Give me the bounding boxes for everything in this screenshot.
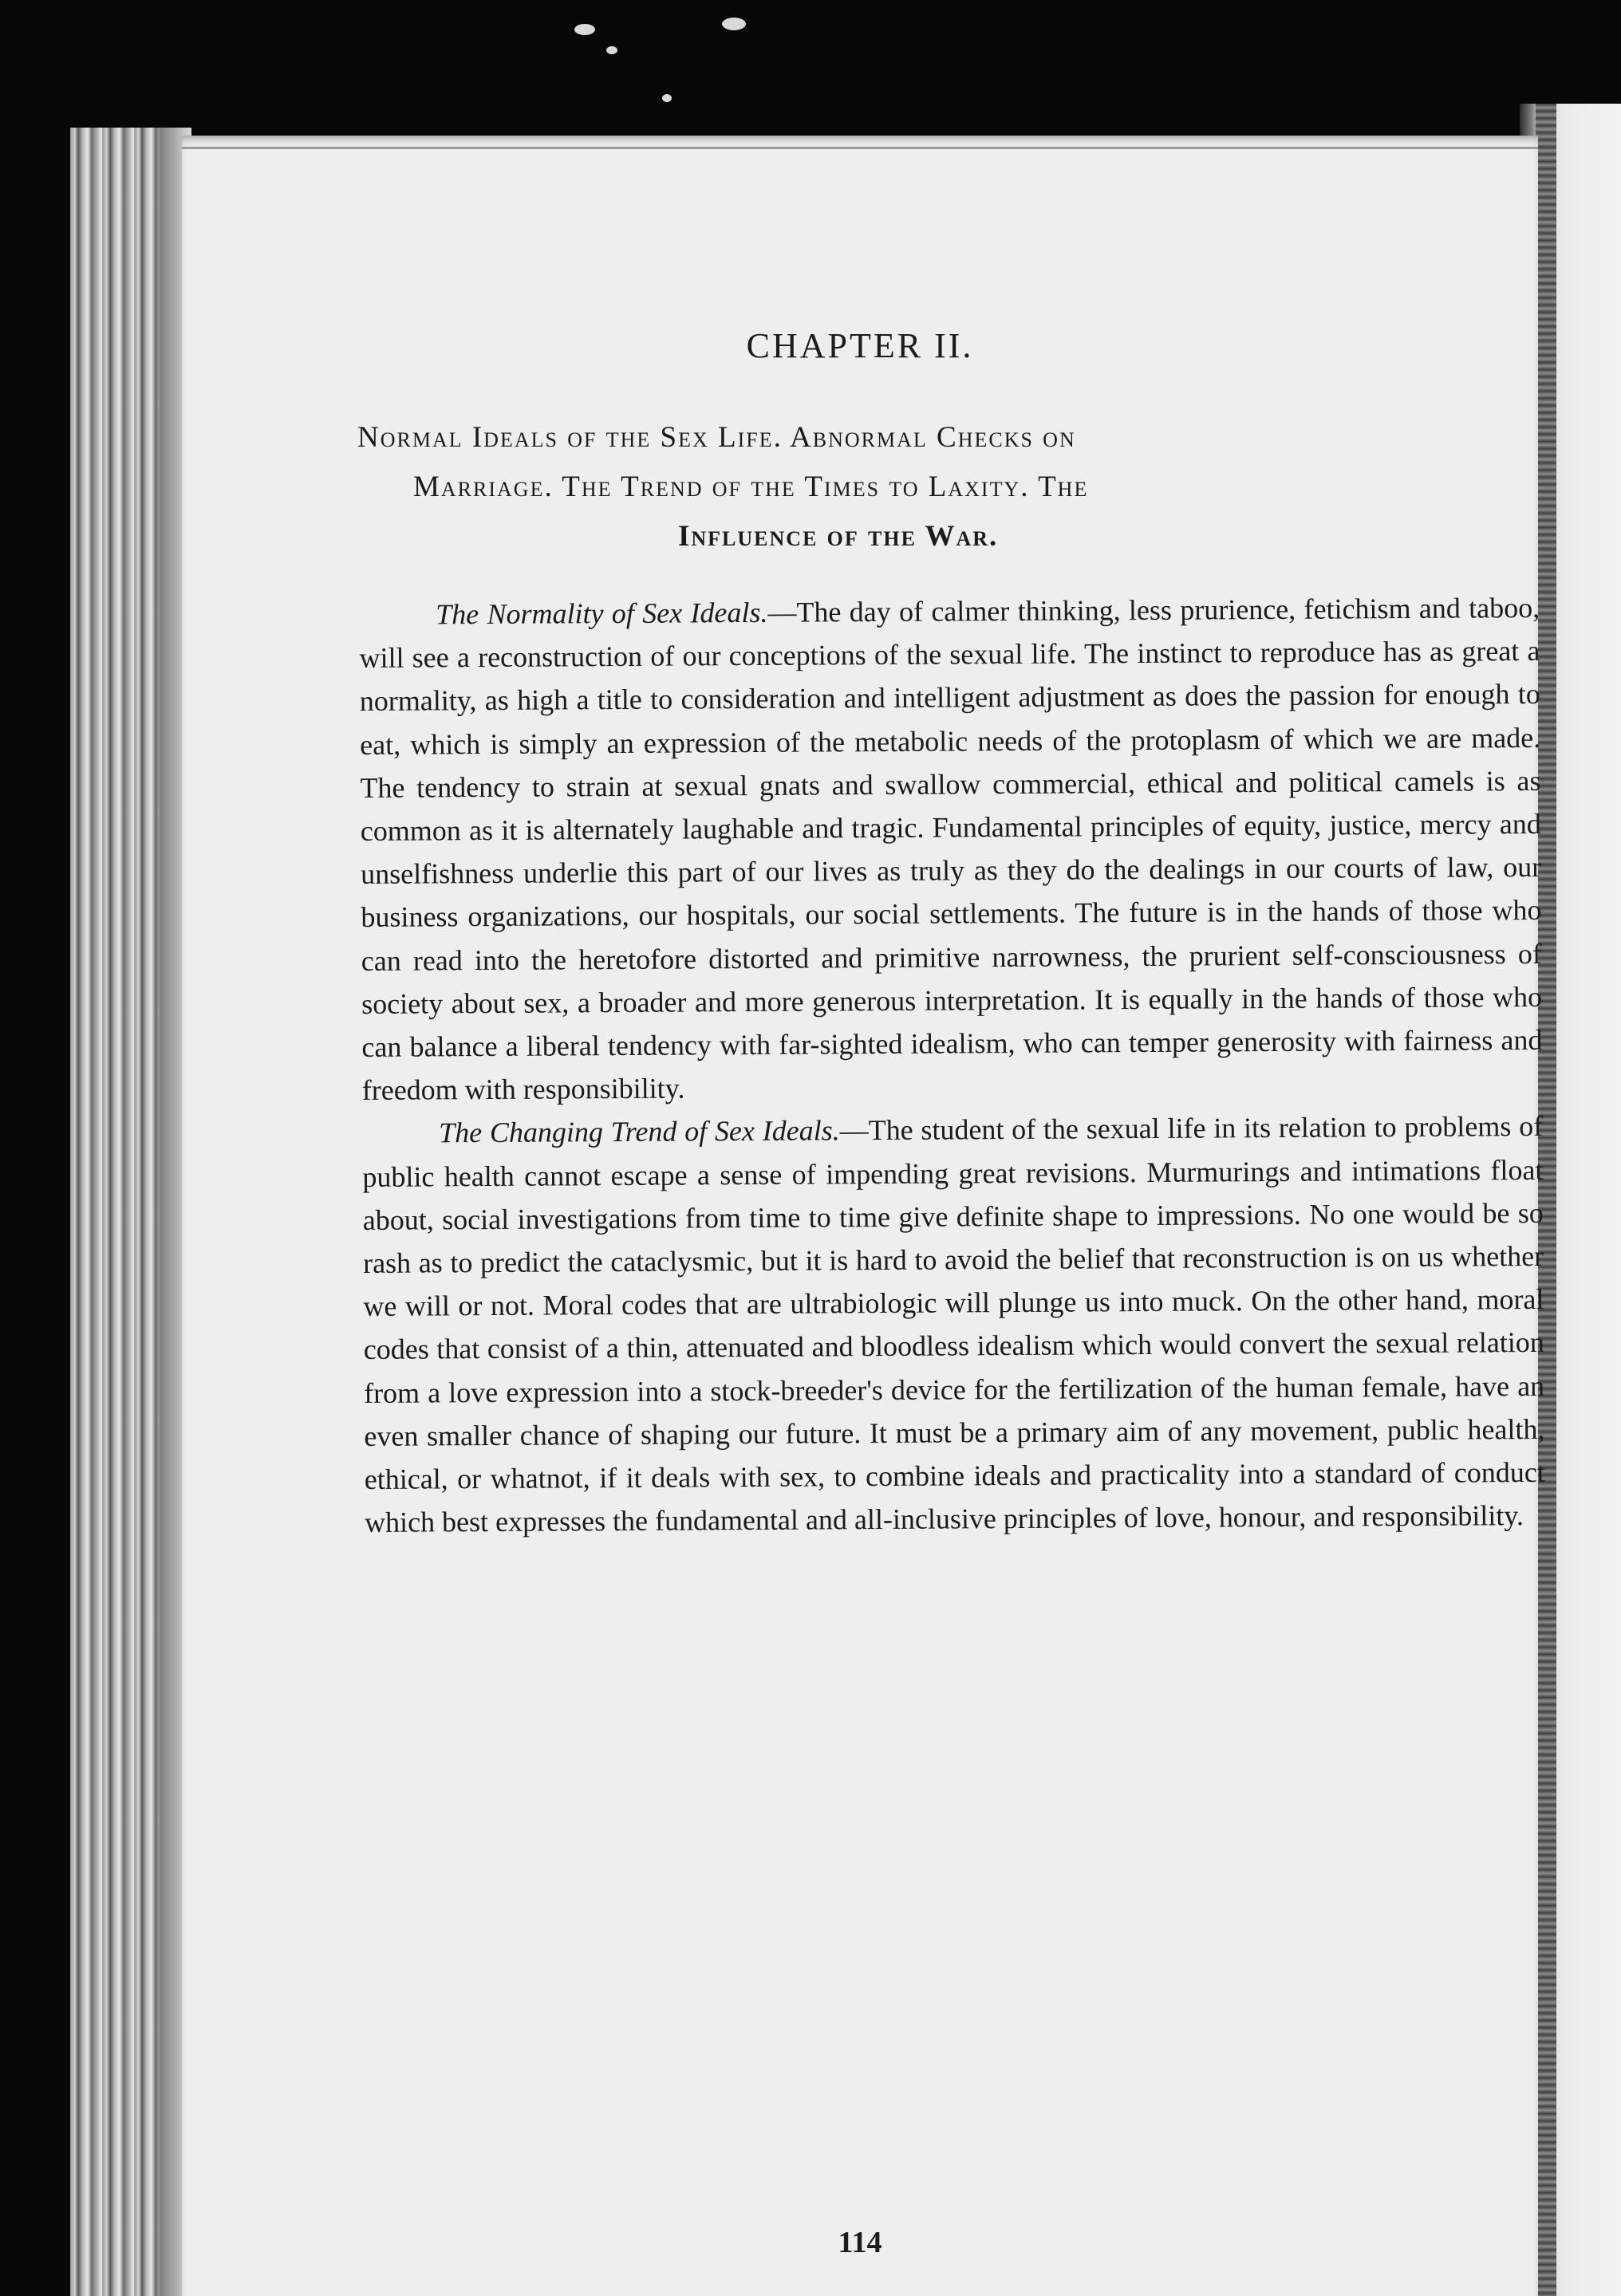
section-heading: The Normality of Sex Ideals. xyxy=(436,596,768,631)
book-page xyxy=(182,136,1545,2296)
paragraph xyxy=(359,586,1543,1112)
chapter-title-line: Marriage. The Trend of the Times to Laxity. The xyxy=(413,471,1089,503)
paragraph xyxy=(362,1105,1545,1544)
section-heading: The Changing Trend of Sex Ideals. xyxy=(439,1114,840,1149)
page-top-rule xyxy=(182,147,1538,149)
chapter-title xyxy=(349,413,1546,561)
dust-speck xyxy=(574,24,595,35)
paragraph-text: —The day of calmer thinking, less prurience, fetichism and taboo, will see a reconstruction of our conceptions of the sexual life. The instinct to reproduce has as great a normality, as high a title to consideration and intelligent adjustment as does the passion for enough to eat, which is simply an expression of the metabolic needs of the protoplasm of which we are made. The tendency to strain at sexual gnats and swallow commercial, ethical and political camels is as common as it is alternately laughable and tragic. Fundamental principles of equity, justice, mercy and unselfishness underlie this part of our lives as truly as they do the dealings in our courts of law, our business organizations, our hospitals, our social settlements. The future is in the hands of those who can read into the heretofore distorted and primitive narrowness, the prurient self-consciousness of society about sex, a broader and more generous interpretation. It is equally in the hands of those who can balance a liberal tendency with far-sighted idealism, who can temper generosity with fairness and freedom with responsibility. xyxy=(359,591,1543,1107)
paragraph-text: —The student of the sexual life in its relation to problems of public health cannot escape a sense of impending great revisions. Murmurings and intimations float about, social investigations from time to time give definite shape to impressions. No one would be so rash as to predict the cataclysmic, but it is hard to avoid the belief that reconstruction is on us whether we will or not. Moral codes that are ultrabiologic will plunge us into muck. On the other hand, moral codes that consist of a thin, attenuated and bloodless idealism which would convert the sexual relation from a love expression into a stock-breeder's device for the fertilization of the human female, have an even smaller chance of shaping our future. It must be a primary aim of any movement, public health, ethical, or whatnot, if it deals with sex, to combine ideals and practicality into a standard of conduct which best expresses the fundamental and all-inclusive principles of love, honour, and responsibility. xyxy=(362,1110,1545,1539)
dust-speck xyxy=(606,46,617,54)
chapter-number: CHAPTER II. xyxy=(746,326,974,365)
dust-speck xyxy=(662,94,672,102)
chapter-title-line: Normal Ideals of the Sex Life. Abnormal Checks on xyxy=(357,421,1076,454)
chapter-title-line: Influence of the War. xyxy=(678,520,999,553)
body-text xyxy=(359,586,1545,1544)
page-number: 114 xyxy=(838,2226,882,2259)
dust-speck xyxy=(722,18,746,30)
